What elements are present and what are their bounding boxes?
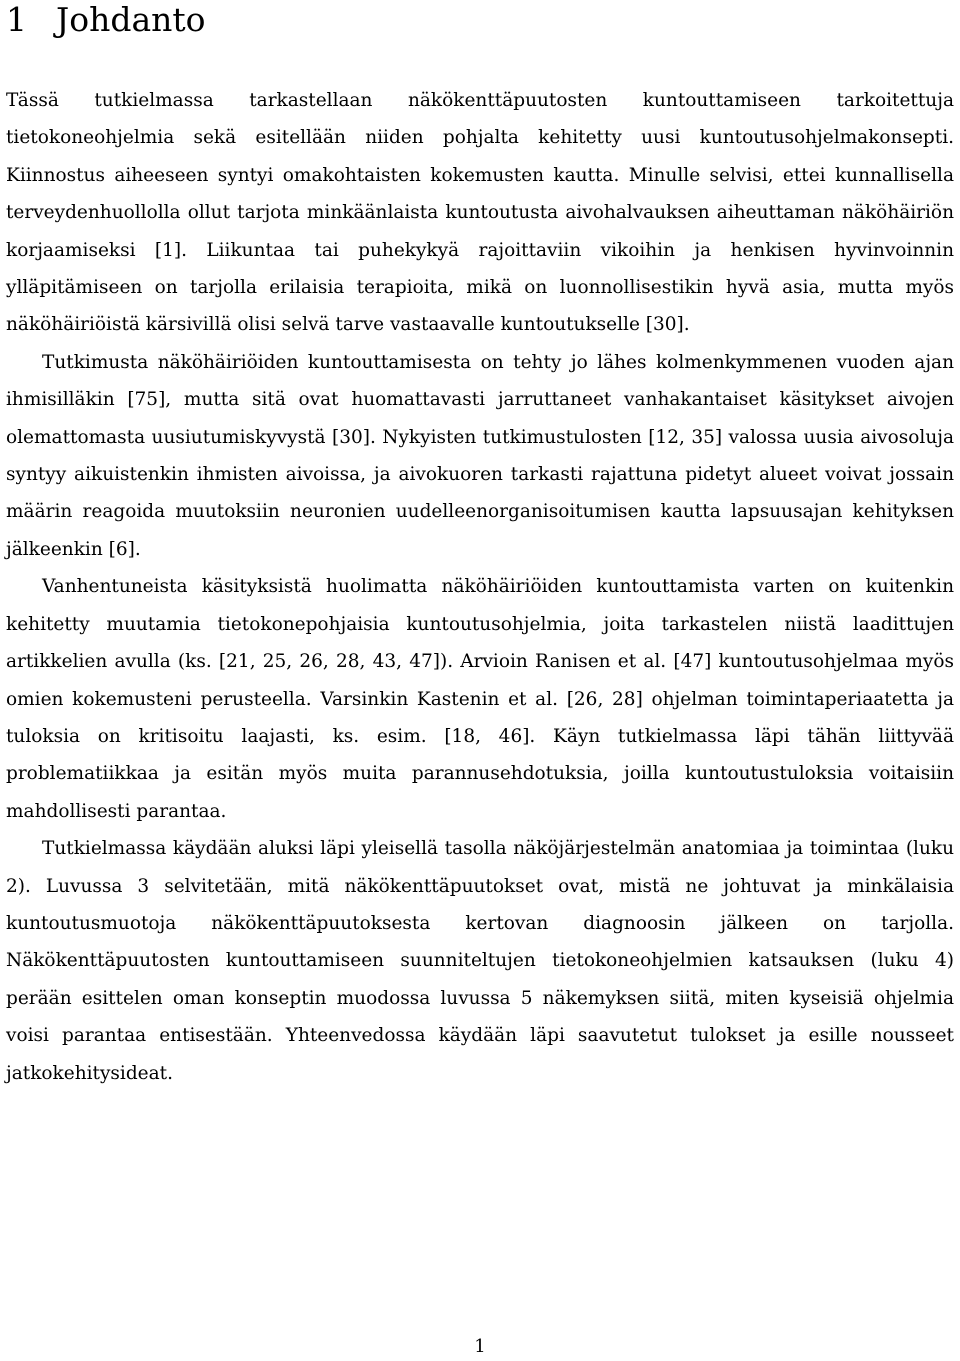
body-text: [6, 82, 954, 1092]
paragraph-3: Vanhentuneista käsityksistä huolimatta näköhäiriöiden kuntouttamista varten on kuitenkin kehitetty muutamia tietokonepohjaisia kuntoutusohjelmia, joita tarkastelen niistä laadittujen artikkelien avulla (ks. [21, 25, 26, 28, 43, 47]). Arvioin Ranisen et al. [47] kuntoutusohjelmaa myös omien kokemusteni perusteella. Varsinkin Kastenin et al. [26, 28] ohjelman toimintaperiaatetta ja tuloksia on kritisoitu laajasti, ks. esim. [18, 46]. Käyn tutkielmassa läpi tähän liittyvää problematiikkaa ja esitän myös muita parannusehdotuksia, joilla kuntoutustuloksia voitaisiin mahdollisesti parantaa.: [6, 576, 954, 822]
section-heading: [6, 0, 954, 40]
document-page: [6, 0, 954, 1361]
section-title: Johdanto: [56, 0, 206, 39]
section-number: 1: [6, 0, 27, 39]
page-number: 1: [474, 1336, 486, 1357]
paragraph-1: Tässä tutkielmassa tarkastellaan näkökenttäpuutosten kuntouttamiseen tarkoitettuja tietokoneohjelmia sekä esitellään niiden pohjalta kehitetty uusi kuntoutusohjelmakonsepti. Kiinnostus aiheeseen syntyi omakohtaisten kokemusten kautta. Minulle selvisi, ettei kunnallisella terveydenhuollolla ollut tarjota minkäänlaista kuntoutusta aivohalvauksen aiheuttaman näköhäiriön korjaamiseksi [1]. Liikuntaa tai puhekykyä rajoittaviin vikoihin ja henkisen hyvinvoinnin ylläpitämiseen on tarjolla erilaisia terapioita, mikä on luonnollisestikin hyvä asia, mutta myös näköhäiriöistä kärsivillä olisi selvä tarve vastaavalle kuntoutukselle [30].: [6, 90, 954, 336]
paragraph-2: Tutkimusta näköhäiriöiden kuntouttamisesta on tehty jo lähes kolmenkymmenen vuoden ajan ihmisilläkin [75], mutta sitä ovat huomattavasti jarruttaneet vanhakantaiset käsitykset aivojen olemattomasta uusiutumiskyvystä [30]. Nykyisten tutkimustulosten [12, 35] valossa uusia aivosoluja syntyy aikuistenkin ihmisten aivoissa, ja aivokuoren tarkasti rajattuna pidetyt alueet voivat jossain määrin reagoida muutoksiin neuronien uudelleenorganisoitumisen kautta lapsuusajan kehityksen jälkeenkin [6].: [6, 351, 954, 560]
paragraph-4: Tutkielmassa käydään aluksi läpi yleisellä tasolla näköjärjestelmän anatomiaa ja toimintaa (luku 2). Luvussa 3 selvitetään, mitä näkökenttäpuutokset ovat, mistä ne johtuvat ja minkälaisia kuntoutusmuotoja näkökenttäpuutoksesta kertovan diagnoosin jälkeen on tarjolla. Näkökenttäpuutosten kuntouttamiseen suunniteltujen tietokoneohjelmien katsauksen (luku 4) perään esittelen oman konseptin muodossa luvussa 5 näkemyksen siitä, miten kyseisiä ohjelmia voisi parantaa entisestään. Yhteenvedossa käydään läpi saavutetut tulokset ja esille nousseet jatkokehitysideat.: [6, 838, 954, 1084]
